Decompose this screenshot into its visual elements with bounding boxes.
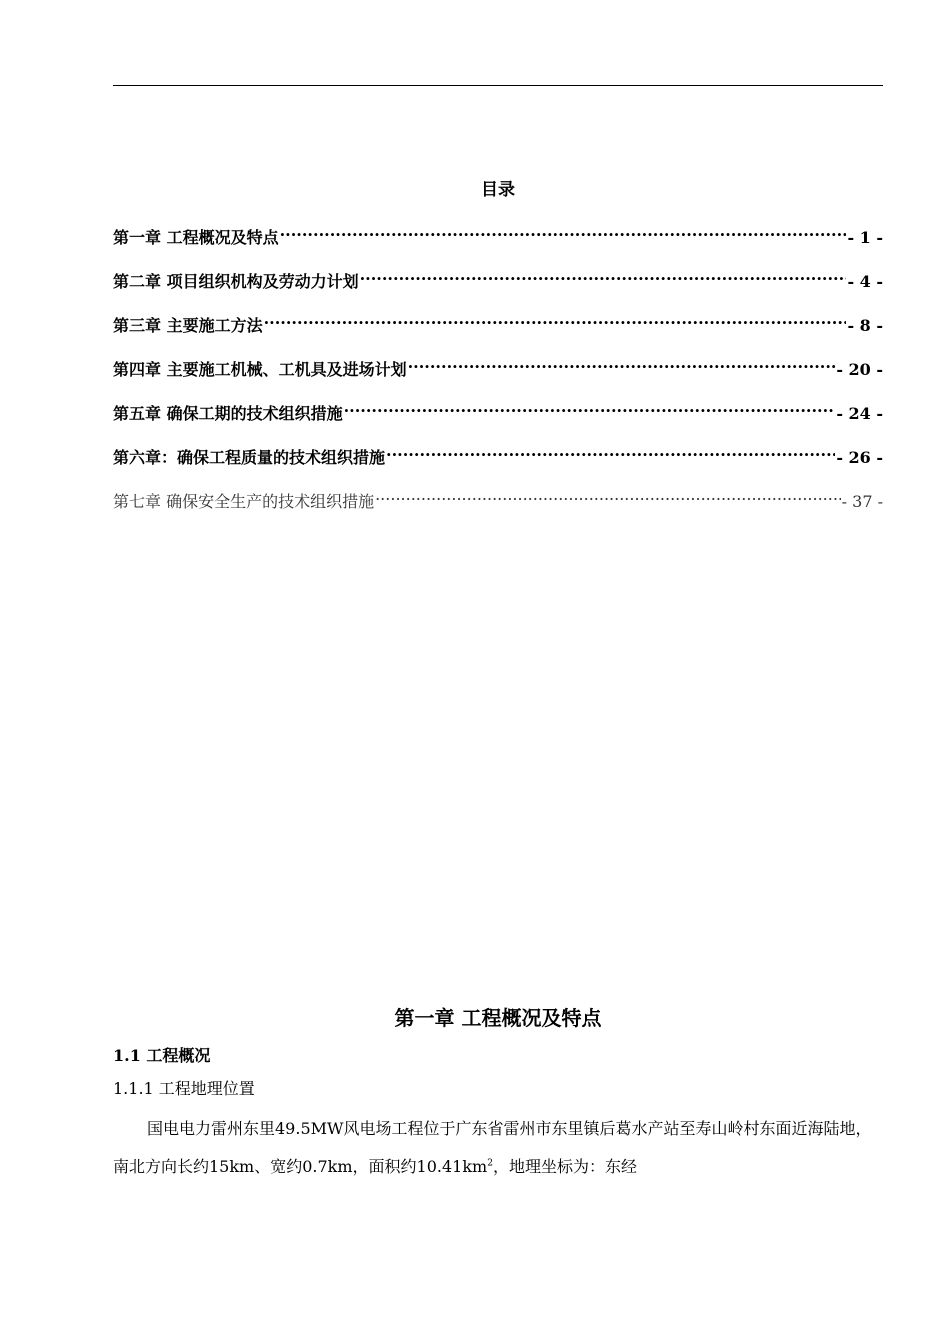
toc-entry-page: - 20 - (836, 360, 883, 380)
toc-entry-page: - 1 - (847, 228, 883, 248)
toc-entry-label: 第三章 主要施工方法 (113, 316, 263, 336)
section-heading: 1.1 工程概况 (113, 1046, 211, 1065)
body-paragraph (113, 1110, 883, 1186)
toc-entry-label: 第五章 确保工期的技术组织措施 (113, 404, 343, 424)
toc-entry-page: - 26 - (836, 448, 883, 468)
toc-entry-page: - 37 - (841, 492, 883, 512)
toc-entry[interactable] (113, 444, 883, 488)
toc-entry[interactable] (113, 400, 883, 444)
toc-dot-leader (386, 444, 835, 463)
superscript-exponent: 2 (487, 1158, 493, 1169)
toc-entry[interactable] (113, 488, 883, 532)
toc-dot-leader (408, 356, 836, 375)
toc-dot-leader (280, 224, 847, 243)
paragraph-text: 国电电力雷州东里49.5MW风电场工程位于广东省雷州市东里镇后葛水产站至寿山岭村东面近海陆地，南北方向长约15km、宽约0.7km，面积约10.41km (113, 1119, 872, 1176)
subsection-heading: 1.1.1 工程地理位置 (113, 1079, 255, 1098)
toc-title: 目录 (481, 180, 515, 200)
chapter-title: 第一章 工程概况及特点 (394, 1006, 602, 1030)
toc-entry[interactable] (113, 356, 883, 400)
paragraph-text-continued: ，地理坐标为：东经 (492, 1157, 637, 1176)
header-rule (113, 85, 883, 86)
toc-entry-page: - 24 - (836, 404, 883, 424)
table-of-contents (113, 224, 883, 532)
toc-dot-leader (360, 268, 847, 287)
toc-entry-label: 第七章 确保安全生产的技术组织措施 (113, 492, 375, 512)
toc-entry[interactable] (113, 312, 883, 356)
toc-dot-leader (375, 488, 841, 507)
toc-entry-label: 第六章：确保工程质量的技术组织措施 (113, 448, 386, 468)
toc-entry[interactable] (113, 224, 883, 268)
toc-dot-leader (264, 312, 847, 331)
toc-dot-leader (344, 400, 836, 419)
toc-entry-label: 第四章 主要施工机械、工机具及进场计划 (113, 360, 407, 380)
toc-entry-page: - 4 - (847, 272, 883, 292)
toc-entry-page: - 8 - (847, 316, 883, 336)
toc-entry-label: 第一章 工程概况及特点 (113, 228, 279, 248)
toc-entry[interactable] (113, 268, 883, 312)
toc-entry-label: 第二章 项目组织机构及劳动力计划 (113, 272, 359, 292)
